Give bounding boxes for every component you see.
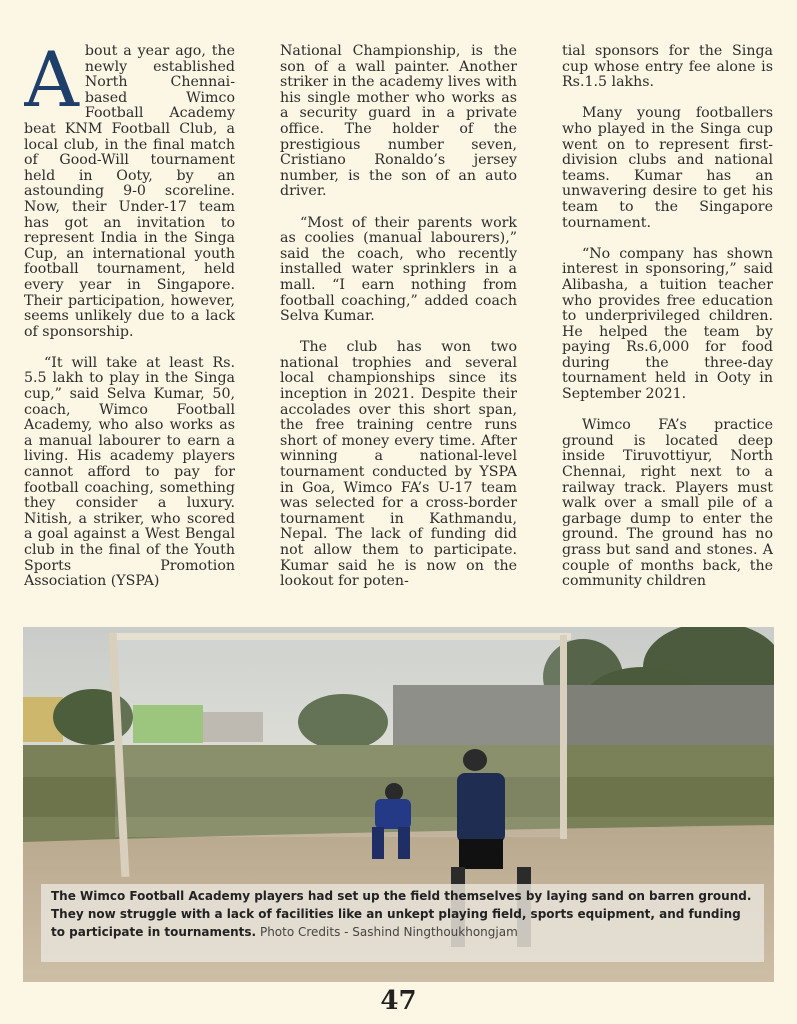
paragraph: bout a year ago, the newly established North Chennai-based Wimco Football Academy beat KNM Football Club, a local club, in the final match of Good-Will tournament held in Ooty, by an astounding 9-0 scoreline. Now, their Under-17 team has got an invitation to represent India in the Singa Cup, an international youth football tournament, held every year in Singapore. Their participation, however, seems unlikely due to a lack of sponsorship. bbox=[24, 44, 235, 340]
paragraph: The club has won two national trophies and several local championships since its inception in 2021. Despite their accolades over this short span, the free training centre runs short of money every time. After winning a national-level tournament conducted by YSPA in Goa, Wimco FA’s U-17 team was selected for a cross-border tournament in Kathmandu, Nepal. The lack of funding did not allow them to participate. Kumar said he is now on the lookout for poten- bbox=[280, 339, 517, 590]
article-column-2 bbox=[280, 44, 517, 616]
paragraph: Wimco FA’s practice ground is located deep inside Tiruvottiyur, North Chennai, right next to a railway track. Players must walk over a small pile of a garbage dump to enter the ground. The ground has no grass but sand and stones. A couple of months back, the community children bbox=[562, 417, 773, 590]
paragraph: National Championship, is the son of a wall painter. Another striker in the academy lives with his single mother who works as a security guard in a private office. The holder of the prestigious number seven, Cristiano Ronaldo’s jersey number, is the son of an auto driver. bbox=[280, 44, 517, 200]
paragraph: tial sponsors for the Singa cup whose entry fee alone is Rs.1.5 lakhs. bbox=[562, 44, 773, 91]
page-number: 47 bbox=[380, 986, 417, 1016]
article-column-1 bbox=[24, 44, 235, 616]
paragraph: “Most of their parents work as coolies (manual labourers),” said the coach, who recently installed water sprinklers in a mall. “I earn nothing from football coaching,” added coach Selva Kumar. bbox=[280, 214, 517, 325]
goal-crossbar bbox=[111, 633, 571, 640]
paragraph: “No company has shown interest in sponsoring,” said Alibasha, a tuition teacher who provides free education to underprivileged children. He helped the team by paying Rs.6,000 for food during the three-day tournament held in Ooty in September 2021. bbox=[562, 245, 773, 403]
photo-credit: Photo Credits - Sashind Ningthoukhongjam bbox=[259, 925, 518, 939]
drop-cap: A bbox=[24, 44, 79, 124]
article-column-3 bbox=[562, 44, 773, 616]
caption-text: The Wimco Football Academy players had set up the field themselves by laying sand on barren ground. They now struggle with a lack of facilities like an unkept playing field, sports equipment, and funding to participate in tournaments. bbox=[51, 889, 752, 939]
photo-caption bbox=[41, 884, 764, 962]
goal-right-post bbox=[560, 635, 567, 839]
paragraph: Many young footballers who played in the Singa cup went on to represent first-division clubs and national teams. Kumar has an unwavering desire to get his team to the Singapore tournament. bbox=[562, 105, 773, 231]
paragraph: “It will take at least Rs. 5.5 lakh to play in the Singa cup,” said Selva Kumar, 50, coach, Wimco Football Academy, who also works as a manual labourer to earn a living. His academy players cannot afford to pay for football coaching, something they consider a luxury. Nitish, a striker, who scored a goal against a West Bengal club in the final of the Youth Sports Promotion Association (YSPA) bbox=[24, 354, 235, 590]
